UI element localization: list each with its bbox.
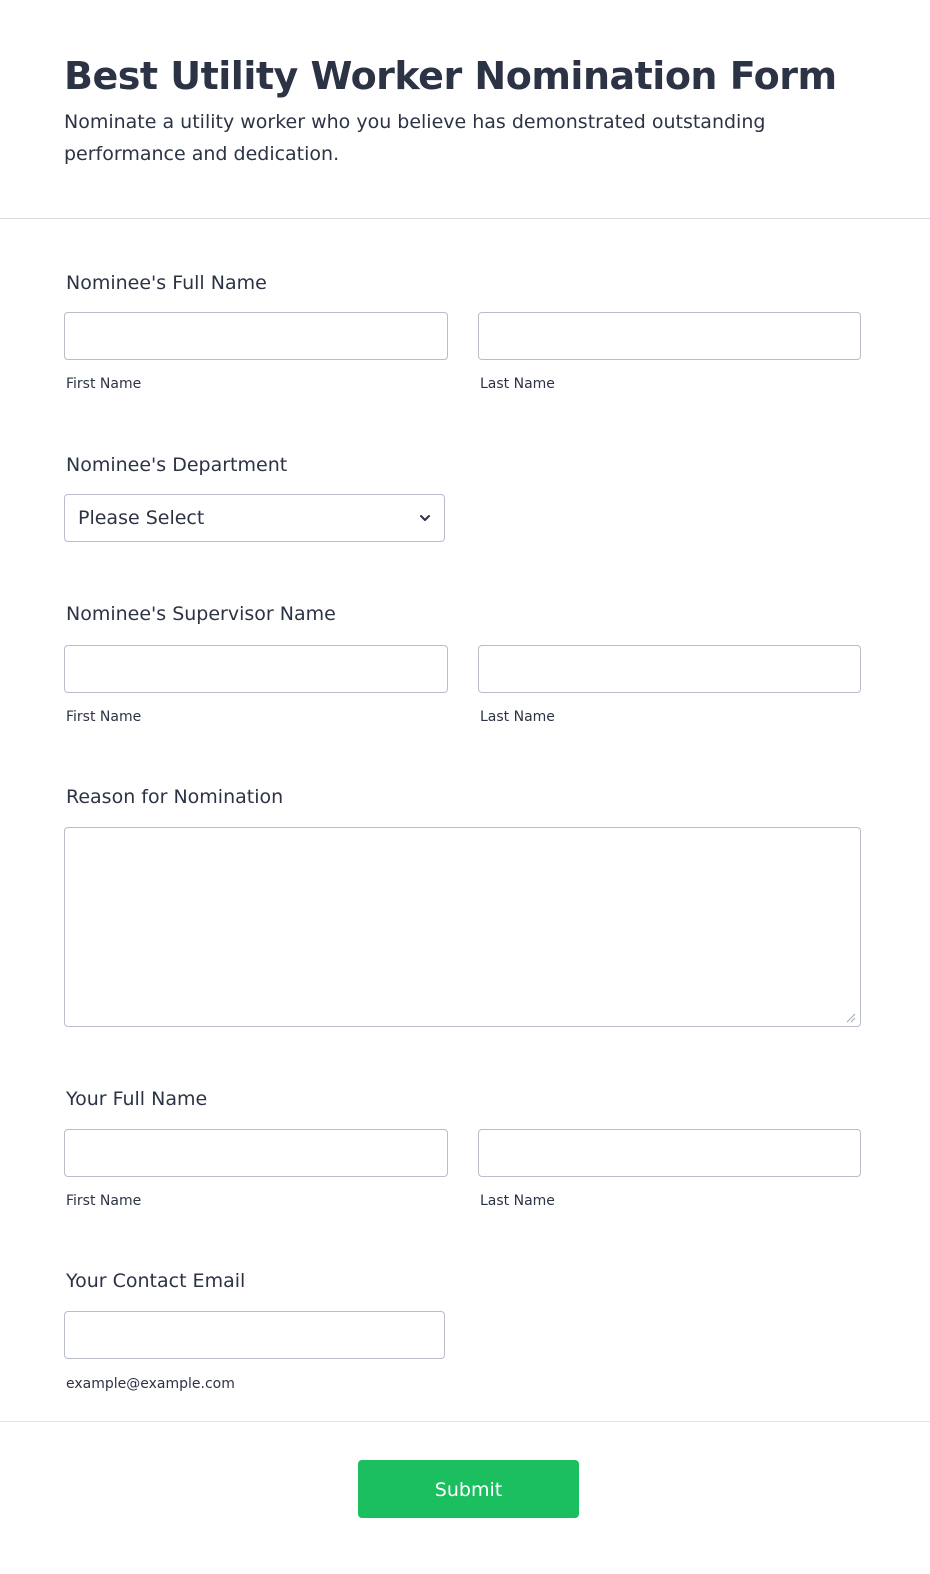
- your-first-name-sublabel: First Name: [66, 1193, 142, 1209]
- supervisor-last-name-input[interactable]: [478, 645, 861, 693]
- nominee-last-name-sublabel: Last Name: [480, 376, 555, 392]
- nominee-first-name-input[interactable]: [64, 312, 448, 360]
- supervisor-name-label: Nominee's Supervisor Name: [66, 603, 336, 625]
- contact-email-hint: example@example.com: [66, 1376, 235, 1392]
- nominee-last-name-input[interactable]: [478, 312, 861, 360]
- reason-textarea[interactable]: [64, 827, 861, 1027]
- resize-handle-icon[interactable]: [846, 1013, 856, 1023]
- submit-button[interactable]: Submit: [358, 1460, 579, 1518]
- supervisor-last-name-sublabel: Last Name: [480, 709, 555, 725]
- contact-email-label: Your Contact Email: [66, 1270, 246, 1292]
- supervisor-first-name-input[interactable]: [64, 645, 448, 693]
- form-subtitle: Nominate a utility worker who you believe has demonstrated outstanding performance and dedication.: [64, 111, 766, 165]
- contact-email-input[interactable]: [64, 1311, 445, 1359]
- nominee-first-name-sublabel: First Name: [66, 376, 142, 392]
- nominee-department-select[interactable]: [64, 494, 445, 542]
- your-last-name-input[interactable]: [478, 1129, 861, 1177]
- supervisor-first-name-sublabel: First Name: [66, 709, 142, 725]
- form-header: [0, 0, 930, 219]
- your-last-name-sublabel: Last Name: [480, 1193, 555, 1209]
- chevron-down-icon: [418, 511, 432, 525]
- reason-label: Reason for Nomination: [66, 786, 284, 808]
- footer-divider: [0, 1421, 930, 1422]
- nominee-department-selected-value: Please Select: [78, 507, 205, 529]
- form-title: Best Utility Worker Nomination Form: [64, 54, 837, 98]
- your-first-name-input[interactable]: [64, 1129, 448, 1177]
- your-full-name-label: Your Full Name: [66, 1088, 208, 1110]
- nominee-full-name-label: Nominee's Full Name: [66, 272, 267, 294]
- nominee-department-label: Nominee's Department: [66, 454, 288, 476]
